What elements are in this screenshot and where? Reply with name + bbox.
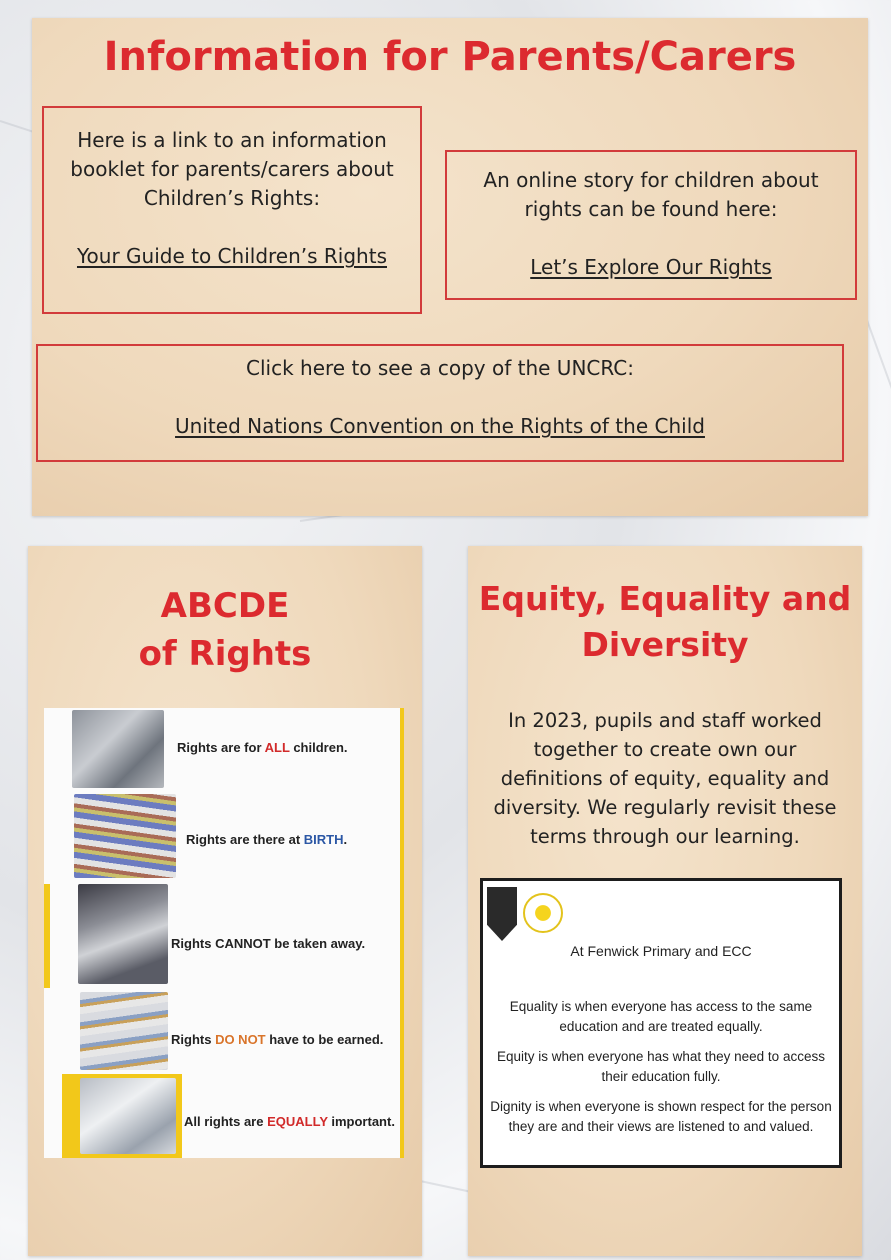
- card-heading: At Fenwick Primary and ECC: [570, 943, 752, 959]
- poster-yellow-edge: [44, 884, 50, 988]
- school-badge-icon: [487, 887, 517, 941]
- booklet-text: Children’s Rights:: [143, 186, 321, 210]
- card-line: Dignity is when everyone is shown respect for the person: [490, 1099, 832, 1114]
- equity-panel: [468, 546, 862, 1256]
- row-highlight: BIRTH: [303, 832, 344, 847]
- uncrc-text: Click here to see a copy of the UNCRC:: [246, 356, 634, 380]
- row-text-post: .: [343, 832, 348, 847]
- row-highlight: EQUALLY: [267, 1114, 328, 1129]
- poster-yellow-edge: [400, 708, 404, 1158]
- rights-row-text: [177, 740, 348, 755]
- equity-body-line: together to create own our: [533, 738, 797, 761]
- story-text: rights can be found here:: [524, 197, 778, 221]
- equity-body-line: terms through our learning.: [530, 825, 800, 848]
- story-link[interactable]: Let’s Explore Our Rights: [530, 255, 772, 279]
- booklet-text: booklet for parents/carers about: [70, 157, 394, 181]
- row-text-pre: Rights are for: [177, 740, 265, 755]
- booklet-box: [42, 106, 422, 314]
- row-highlight: DO NOT: [215, 1032, 266, 1047]
- row-highlight: CANNOT: [215, 936, 271, 951]
- card-line: they are and their views are listened to and valued.: [508, 1119, 814, 1134]
- row-highlight: ALL: [264, 740, 290, 755]
- card-line: their education fully.: [601, 1069, 721, 1084]
- equity-title-line: Diversity: [581, 625, 749, 664]
- abcde-title-line: ABCDE: [160, 586, 290, 626]
- bee-logo-icon: [523, 893, 563, 933]
- info-panel: [32, 18, 868, 516]
- row-text-post: have to be earned.: [265, 1032, 384, 1047]
- row-text-pre: Rights are there at: [186, 832, 304, 847]
- rights-row-text: [171, 936, 365, 951]
- rights-row-text: [186, 832, 347, 847]
- row-text-post: be taken away.: [270, 936, 366, 951]
- abcde-title: [28, 582, 422, 678]
- uncrc-box: [36, 344, 844, 462]
- child-drawing-image: [72, 710, 164, 788]
- child-drawing-image: [80, 992, 168, 1070]
- card-line: Equality is when everyone has access to the same: [509, 999, 813, 1014]
- card-line: education and are treated equally.: [559, 1019, 763, 1034]
- page-title: Information for Parents/Carers: [103, 34, 797, 80]
- rights-row-text: [184, 1114, 395, 1129]
- equity-body-line: definitions of equity, equality and: [500, 767, 830, 790]
- child-drawing-image: [80, 1078, 176, 1154]
- guide-link[interactable]: Your Guide to Children’s Rights: [76, 244, 387, 268]
- row-text-post: important.: [327, 1114, 395, 1129]
- child-drawing-image: [74, 794, 176, 878]
- abcde-panel: [28, 546, 422, 1256]
- row-text-post: children.: [289, 740, 348, 755]
- equity-title-line: Equity, Equality and: [478, 579, 852, 618]
- abcde-poster: [44, 708, 404, 1158]
- row-text-pre: Rights: [171, 1032, 216, 1047]
- rights-row-text: [171, 1032, 383, 1047]
- child-drawing-image: [78, 884, 168, 984]
- definitions-card: [480, 878, 842, 1168]
- booklet-text: Here is a link to an information: [77, 128, 387, 152]
- equity-title: [468, 576, 862, 668]
- row-text-pre: All rights are: [184, 1114, 268, 1129]
- story-box: [445, 150, 857, 300]
- abcde-title-line: of Rights: [138, 634, 312, 674]
- uncrc-link[interactable]: United Nations Convention on the Rights of the Child: [175, 414, 705, 438]
- story-text: An online story for children about: [483, 168, 819, 192]
- equity-body-line: diversity. We regularly revisit these: [493, 796, 837, 819]
- equity-description: [468, 706, 862, 851]
- row-text-pre: Rights: [171, 936, 216, 951]
- equity-body-line: In 2023, pupils and staff worked: [508, 709, 822, 732]
- card-line: Equity is when everyone has what they need to access: [497, 1049, 825, 1064]
